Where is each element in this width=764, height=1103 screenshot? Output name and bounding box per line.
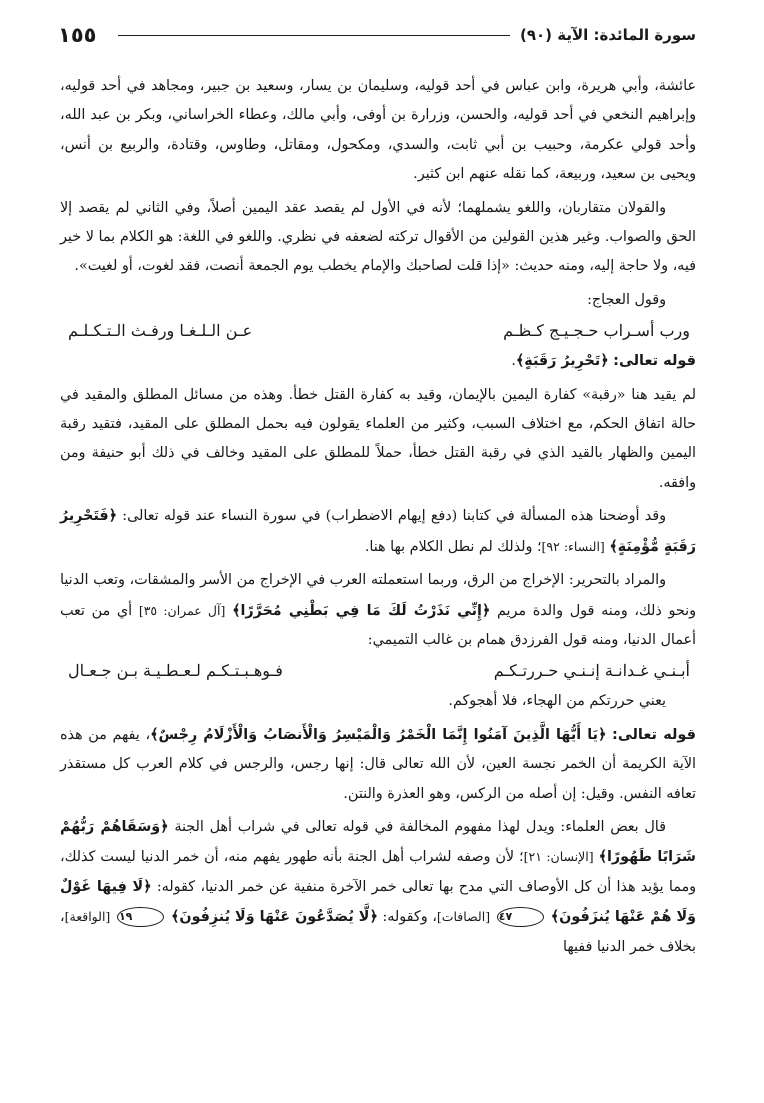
paragraph-hija: يعني حررتكم من الهجاء، فلا أهجوكم. bbox=[448, 693, 666, 710]
heading-label: قوله تعالى: bbox=[612, 726, 697, 743]
section-heading-khamr bbox=[60, 721, 696, 809]
verse-second-hemistich: عـن الـلـغـا ورفـث الـتـكـلـم bbox=[68, 321, 253, 341]
surah-reference: [الصافات] bbox=[436, 909, 491, 925]
running-title: سورة المائدة: الآية (٩٠) bbox=[520, 26, 696, 44]
text-run: أي من تعب أعمال الدنيا، ومنه قول الفرزدق همام بن غالب التميمي: bbox=[60, 602, 696, 648]
surah-reference: [الواقعة] bbox=[64, 909, 111, 925]
surah-reference: [النساء: ٩٢] bbox=[541, 538, 605, 554]
text-run: قال بعض العلماء: ويدل لهذا مفهوم المخالفة في قوله تعالى في شراب أهل الجنة bbox=[174, 818, 666, 835]
quran-quote: ﴿تَحْرِيرُ رَقَبَةٍ﴾ bbox=[515, 353, 609, 370]
surah-reference: [آل عمران: ٣٥] bbox=[138, 602, 226, 618]
text-run: ؛ ولذلك لم نطل الكلام بها هنا. bbox=[364, 538, 542, 555]
paragraph-mutlaq-muqayyad: لم يقيد هنا «رقبة» كفارة اليمين بالإيمان، وقيد به كفارة القتل خطأ. وهذه من مسائل المطلق والمقيد في حالة اتفاق الحكم، مع اختلاف السبب، وكثير من العلماء يقولون فيه بحمل المطلق على المقيد، فتقيد رقبة اليمين والظهار بالقيد الذي في رقبة القتل خطأ، حملاً للمطلق على المقيد وخالف في ذلك أبو حنيفة ومن وافقه. bbox=[60, 386, 696, 491]
quran-quote: ﴿يَا أَيُّهَا الَّذِينَ آمَنُوا إِنَّمَا الْخَمْرُ وَالْمَيْسِرُ وَالْأَنصَابُ وَالْأَزْلَامُ رِجْسٌ﴾ bbox=[150, 726, 607, 743]
paragraph-tahrir-meaning bbox=[60, 566, 696, 655]
paragraph-ajjaj-intro: وقول العجاج: bbox=[587, 291, 666, 308]
paragraph-khamr-jannah bbox=[60, 813, 696, 962]
text-run: وقد أوضحنا هذه المسألة في كتابنا (دفع إيهام الاضطراب) في سورة النساء عند قوله تعالى: bbox=[122, 508, 666, 525]
verse-second-hemistich: فـوهـبـتـكـم لـعـطـيـة بـن جـعـال bbox=[68, 661, 283, 681]
quran-quote: ﴿وَسَقَاهُمْ رَبُّهُمْ شَرَابًا طَهُورًا﴾ bbox=[60, 818, 696, 866]
heading-label: قوله تعالى: bbox=[613, 353, 696, 370]
poetry-verse-farazdaq bbox=[60, 655, 696, 687]
quran-quote: ﴿فَتَحْرِيرُ رَقَبَةٍ مُّؤْمِنَةٍ﴾ bbox=[60, 508, 696, 555]
section-heading-tahrir: قوله تعالى: ﴿تَحْرِيرُ رَقَبَةٍ﴾. bbox=[511, 353, 696, 370]
surah-reference: [الإنسان: ٢١] bbox=[523, 849, 594, 865]
page-header bbox=[58, 20, 696, 50]
text-run: ، يفهم من هذه الآية الكريمة أن الخمر نجسة العين، لأن الله تعالى قال: إنها رجس، والرجس في كلام العرب كل مستقذر تعافه النفس. وقيل: إن أصله من الركس، وهو العذرة والنتن. bbox=[60, 726, 696, 802]
ayah-number-badge: ١٩ bbox=[117, 907, 164, 927]
text-run: ، بخلاف خمر الدنيا ففيها bbox=[60, 909, 696, 955]
quran-quote: ﴿لَّا يُصَدَّعُونَ عَنْهَا وَلَا يُنزِفُونَ﴾ bbox=[171, 909, 378, 926]
text-run: والمراد بالتحرير: الإخراج من الرق، وربما استعملته العرب في الإخراج من الأسر والمشقات، وتعب الدنيا ونحو ذلك، ومنه قول والدة مريم bbox=[60, 572, 696, 619]
verse-first-hemistich: أبـنـي غـدانـة إنـنـي حـررتـكـم bbox=[493, 661, 690, 681]
ayah-number-badge: ٤٧ bbox=[497, 907, 544, 927]
page-body bbox=[60, 72, 696, 962]
quran-quote: ﴿لَا فِيهَا غَوْلٌ وَلَا هُمْ عَنْهَا يُنزَفُونَ﴾ bbox=[60, 878, 697, 926]
poetry-verse-ajjaj bbox=[60, 315, 696, 347]
quran-quote: ﴿إِنِّي نَذَرْتُ لَكَ مَا فِي بَطْنِي مُحَرَّرًا﴾ bbox=[232, 602, 491, 619]
text-run: ؛ لأن وصفه لشراب أهل الجنة بأنه طهور يفهم منه، أن خمر الدنيا ليست كذلك، ومما يؤيد هذا أن كل الأوصاف التي مدح بها تعالى خمر الآخرة منفية عن خمر الدنيا، كقوله: bbox=[60, 849, 697, 895]
paragraph-two-opinions: والقولان متقاربان، واللغو يشملهما؛ لأنه في الأول لم يقصد عقد اليمين أصلاً، وفي الثاني لم يقصد إلا الحق والصواب. وغير هذين القولين من الأقوال تركته لضعفه في نظري. واللغو في اللغة: هو الكلام بما لا خير فيه، ولا حاجة إليه، ومنه حديث: «إذا قلت لصاحبك والإمام يخطب يوم الجمعة أنصت، فقد لغوت، أو لغيت». bbox=[60, 199, 696, 275]
header-rule bbox=[118, 35, 510, 36]
paragraph-daf-iham bbox=[60, 502, 696, 562]
paragraph-narrators: عائشة، وأبي هريرة، وابن عباس في أحد قوليه، وسليمان بن يسار، وسعيد بن جبير، ومجاهد في أحد قوليه، وإبراهيم النخعي في أحد قوليه، والحسن، وزرارة بن أوفى، وأبي مالك، وعطاء الخراساني، وبكر بن عبد الله، وأحد قولي عكرمة، وحبيب بن أبي ثابت، والسدي، ومكحول، ومقاتل، وطاوس، وقتادة، والربيع بن أنس، ويحيى بن سعيد، وربيعة، كما نقله عنهم ابن كثير. bbox=[60, 78, 696, 183]
text-run: ، وكقوله: bbox=[382, 909, 437, 926]
page-number: ١٥٥ bbox=[58, 23, 97, 47]
verse-first-hemistich: ورب أسـراب حـجـيـج كـظـم bbox=[503, 321, 690, 341]
